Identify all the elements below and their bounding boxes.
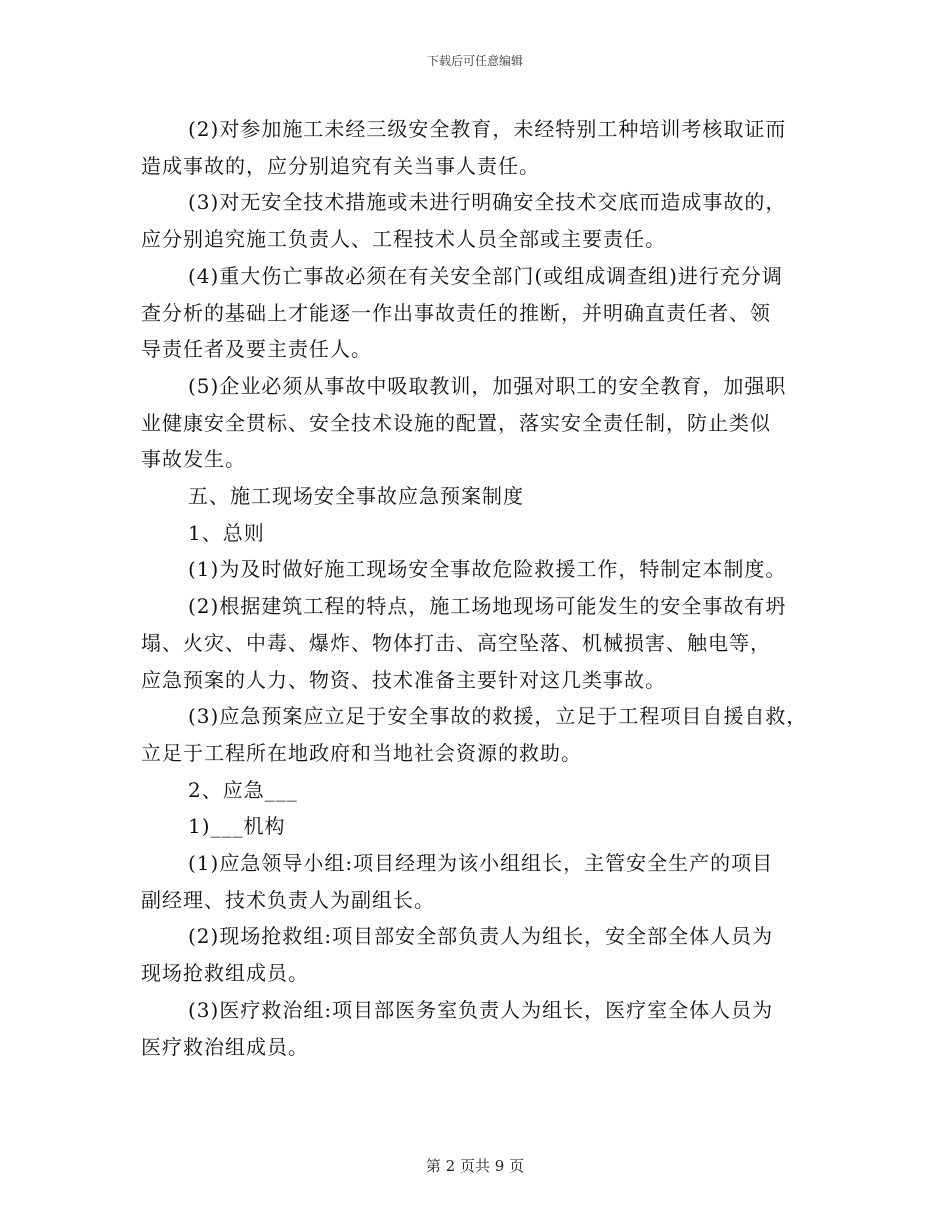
subsection-heading-organization: 1)___机构	[188, 814, 286, 839]
paragraph-4-major-accident-analysis: (4)重大伤亡事故必须在有关安全部门(或组成调查组)进行充分调 查分析的基础上才能逐一作出事故责任的推断，并明确直责任者、领 导责任者及要主责任人。	[141, 263, 783, 362]
paragraph-rescue-group: (2)现场抢救组:项目部安全部负责人为组长，安全部全体人员为 现场抢救组成员。	[141, 924, 774, 986]
paragraph-general-3: (3)应急预案应立足于安全事故的救援，立足于工程项目自援自救， 立足于工程所在地政府和当地社会资源的救助。	[141, 704, 808, 765]
subsection-heading-general: 1、总则	[188, 520, 265, 545]
paragraph-general-1: (1)为及时做好施工现场安全事故危险救援工作，特制定本制度。	[188, 557, 787, 582]
paragraph-5-lessons-learned: (5)企业必须从事故中吸取教训，加强对职工的安全教育，加强职 业健康安全贯标、安全技术设施的配置，落实安全责任制，防止类似 事故发生。	[141, 373, 787, 472]
subsection-heading-emergency: 2、应急___	[188, 777, 298, 802]
page-header: 下载后可任意编辑	[426, 54, 523, 68]
paragraph-medical-group: (3)医疗救治组:项目部医务室负责人为组长，医疗室全体人员为 医疗救治组成员。	[141, 997, 774, 1059]
paragraph-leadership-group: (1)应急领导小组:项目经理为该小组组长，主管安全生产的项目 副经理、技术负责人为副组长。	[141, 851, 774, 912]
paragraph-general-2: (2)根据建筑工程的特点，施工场地现场可能发生的安全事故有坍 塌、火灾、中毒、爆炸、物体打击、高空坠落、机械损害、触电等， 应急预案的人力、物资、技术准备主要针对这几类事故。	[141, 594, 787, 692]
paragraph-3-accountability-measures: (3)对无安全技术措施或未进行明确安全技术交底而造成事故的， 应分别追究施工负责人、工程技术人员全部或主要责任。	[141, 190, 787, 252]
document-body	[141, 111, 831, 1065]
page-number-footer: 第 2 页共 9 页	[425, 1157, 525, 1175]
paragraph-2-accountability-training: (2)对参加施工未经三级安全教育，未经特别工种培训考核取证而 造成事故的，应分别追究有关当事人责任。	[141, 117, 787, 178]
section-heading-emergency-plan: 五、施工现场安全事故应急预案制度	[188, 484, 524, 509]
